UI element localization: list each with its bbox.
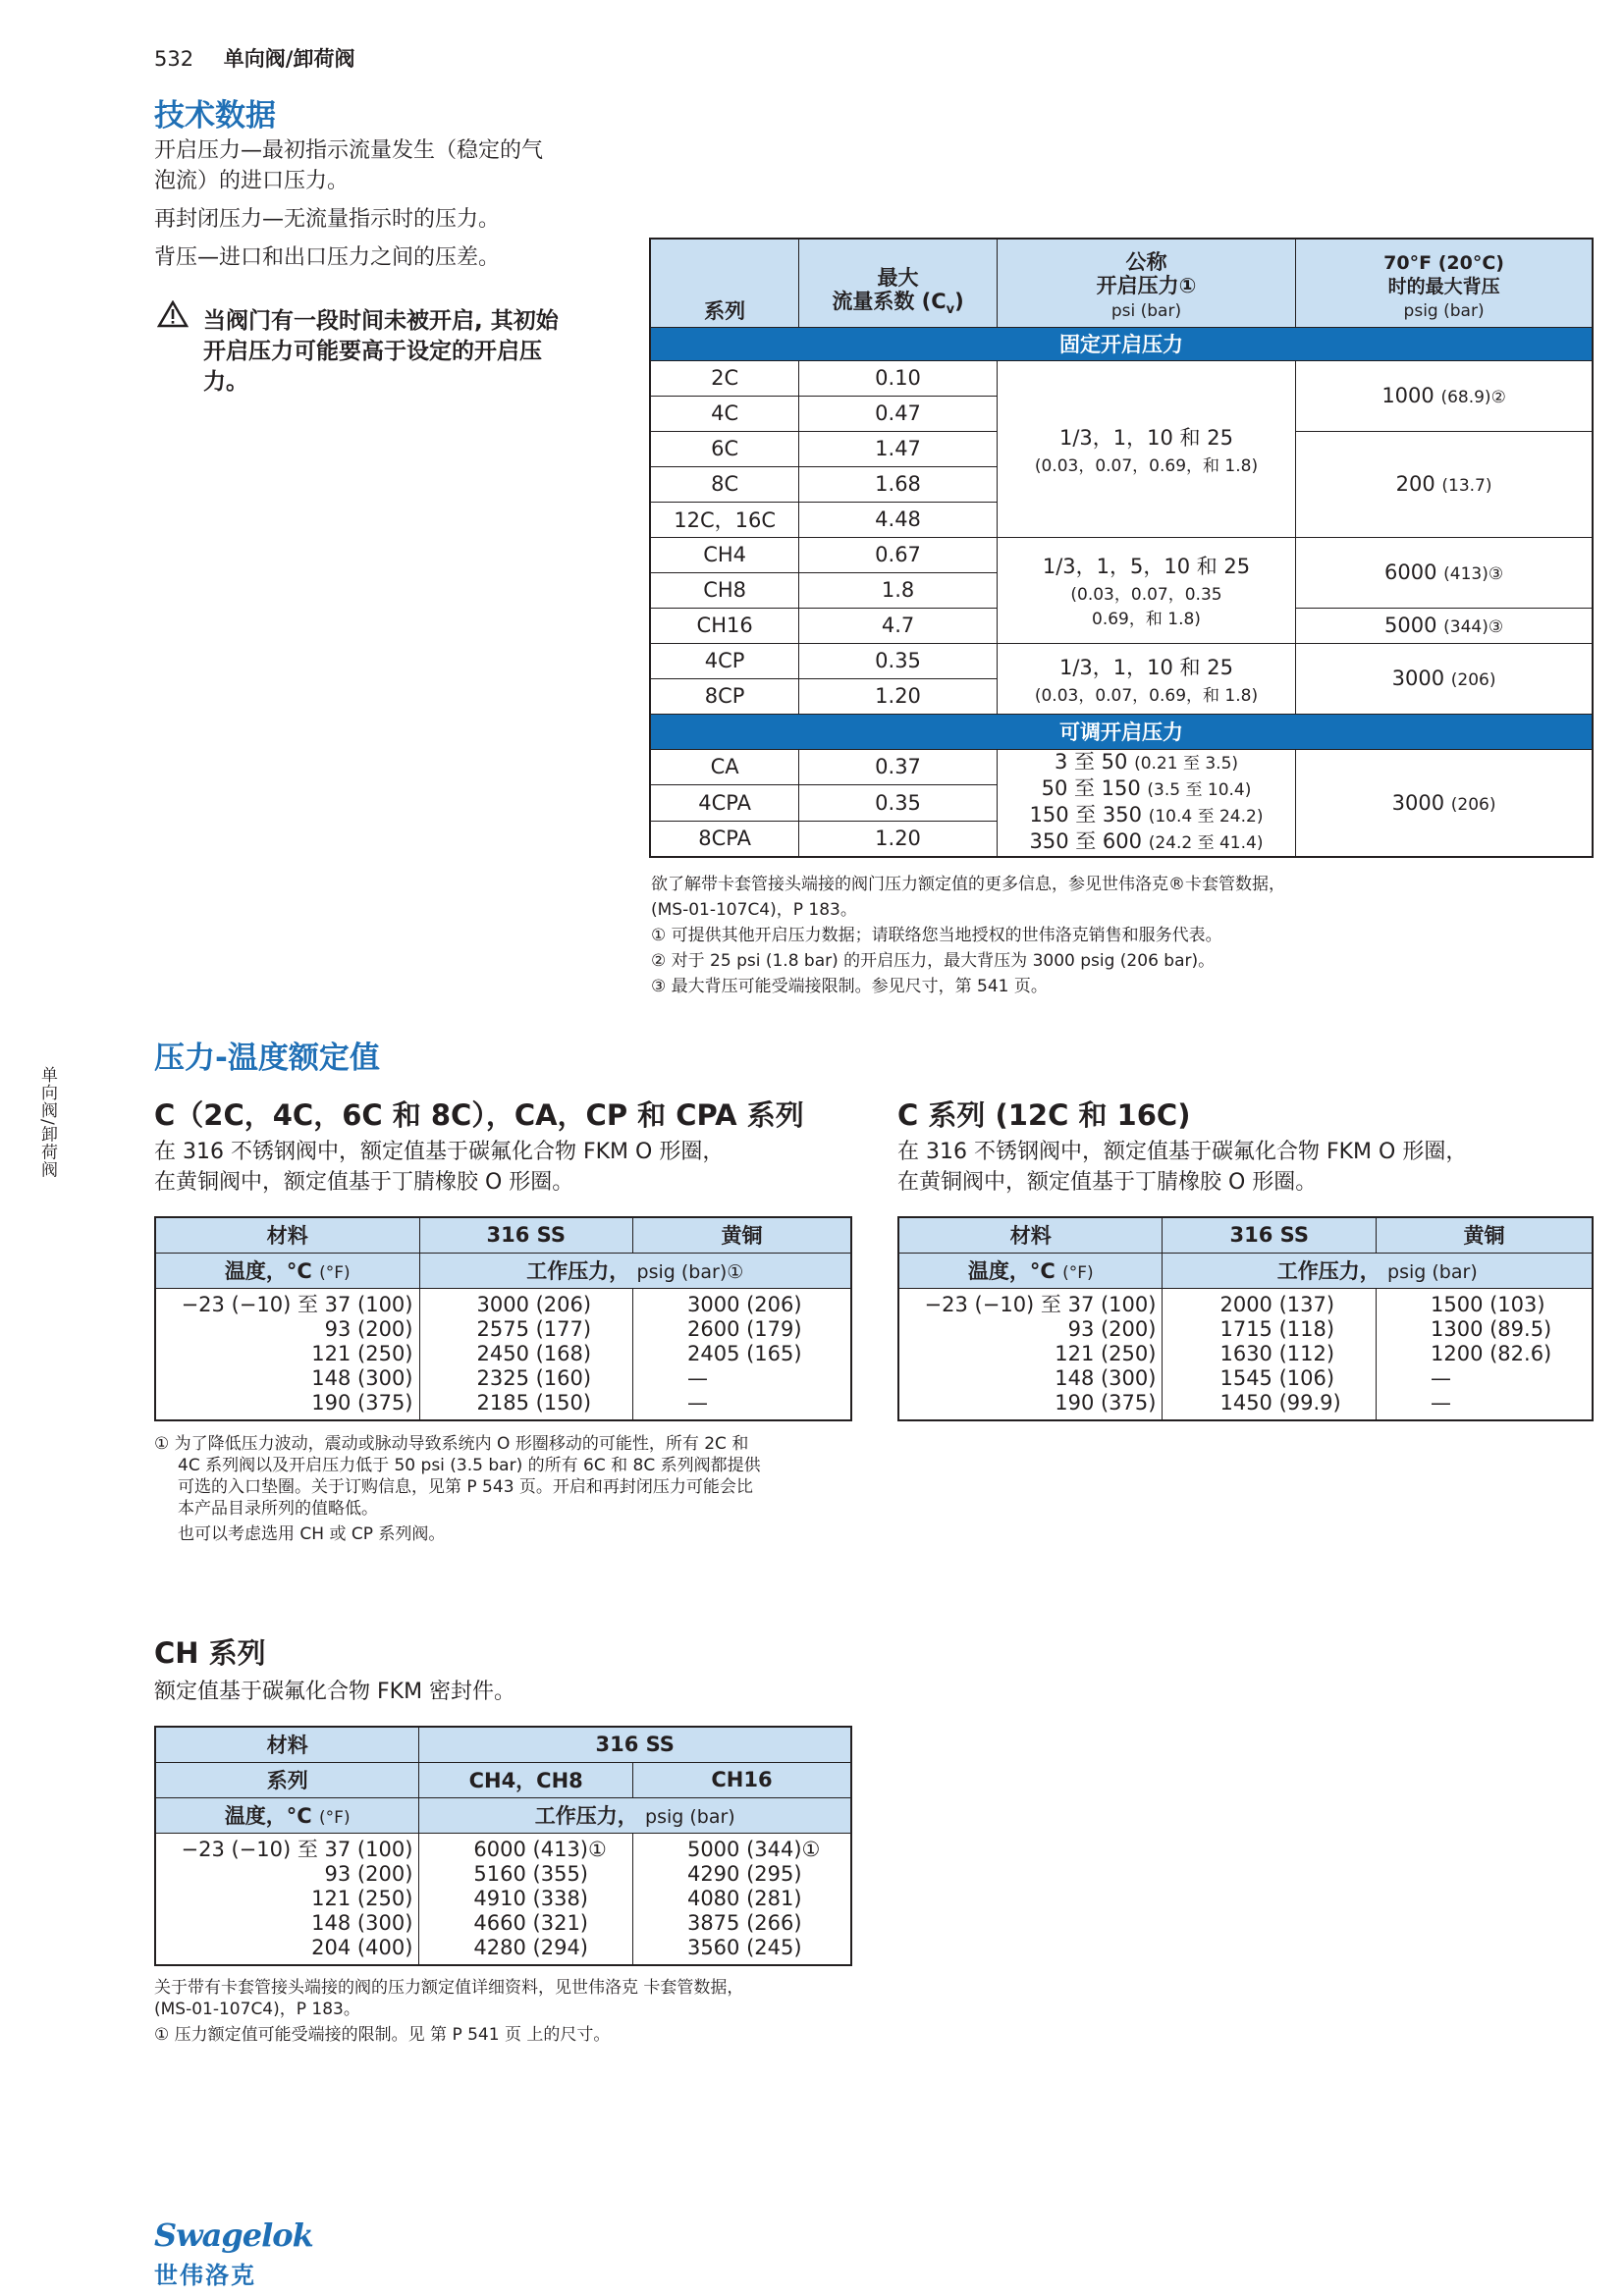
desc-line: 在黄铜阀中，额定值基于丁腈橡胶 O 形圈。 — [897, 1170, 1318, 1195]
h-brass: 黄铜 — [1376, 1217, 1593, 1253]
crack-range-cell: 3 至 50 (0.21 至 3.5) 50 至 150 (3.5 至 10.4) 150 至 350 (10.4 至 24.2) 350 至 600 (24.2 至 41.4) — [997, 749, 1295, 857]
def-line: 开启压力—最初指示流量发生（稳定的气 — [154, 138, 544, 163]
tech-data-table — [649, 238, 1594, 858]
back-cell: 3000 (206) — [1296, 643, 1593, 714]
note-line: ① 压力额定值可能受端接的限制。见 第 P 541 页 上的尺寸。 — [154, 2025, 611, 2045]
cv-cell: 1.20 — [799, 821, 998, 857]
cv-cell: 0.67 — [799, 537, 998, 572]
h-wp: 工作压力， psig (bar) — [1163, 1253, 1593, 1288]
h-ch4: CH4，CH8 — [419, 1762, 633, 1797]
col-back: 70°F (20°C) 时的最大背压 psig (bar) — [1296, 239, 1593, 327]
h-wp: 工作压力， psig (bar) — [419, 1797, 851, 1833]
cv-cell: 4.48 — [799, 502, 998, 537]
def-line: 泡流）的进口压力。 — [154, 169, 350, 193]
series-cell: 8CPA — [650, 821, 799, 857]
desc-line: 在黄铜阀中，额定值基于丁腈橡胶 O 形圈。 — [154, 1170, 574, 1195]
col-series: 系列 — [650, 239, 799, 327]
ch-table — [154, 1726, 852, 1966]
section-title: 单向阀/卸荷阀 — [223, 47, 355, 71]
swagelok-logo — [154, 2216, 313, 2290]
h-temp: 温度，°C (°F) — [155, 1797, 419, 1833]
warning-text — [203, 306, 596, 398]
note-line: 欲了解带卡套管接头端接的阀门压力额定值的更多信息，参见世伟洛克®卡套管数据， — [651, 875, 1285, 894]
ch-desc: 额定值基于碳氟化合物 FKM 密封件。 — [154, 1680, 516, 1704]
def-line: 背压—进口和出口压力之间的压差。 — [154, 245, 501, 270]
series-cell: CA — [650, 749, 799, 785]
note-line: (MS-01-107C4)，P 183。 — [154, 2000, 360, 2019]
ch16-col: 5000 (344)① 4290 (295) 4080 (281) 3875 (266) 3560 (245) — [632, 1833, 851, 1965]
h-brass: 黄铜 — [633, 1217, 852, 1253]
note-line: ① 为了降低压力波动，震动或脉动导致系统内 O 形圈移动的可能性，所有 2C 和 — [154, 1434, 749, 1454]
back-cell: 3000 (206) — [1296, 749, 1593, 857]
series-cell: 4C — [650, 396, 799, 431]
c-left-desc — [154, 1137, 724, 1198]
cv-cell: 0.47 — [799, 396, 998, 431]
def-line: 再封闭压力—无流量指示时的压力。 — [154, 207, 501, 232]
tech-notes — [651, 872, 1594, 999]
note-line: 4C 系列阀以及开启压力低于 50 psi (3.5 bar) 的所有 6C 和 8C 系列阀都提供 — [178, 1456, 761, 1475]
c-left-table — [154, 1216, 852, 1421]
series-cell: CH16 — [650, 608, 799, 643]
ss-col: 2000 (137) 1715 (118) 1630 (112) 1545 (106) 1450 (99.9) — [1163, 1288, 1377, 1420]
logo-cn: 世伟洛克 — [154, 2262, 256, 2289]
cv-cell: 0.35 — [799, 785, 998, 822]
band-adjustable: 可调开启压力 — [650, 714, 1593, 749]
cv-cell: 0.10 — [799, 360, 998, 396]
h-ch16: CH16 — [632, 1762, 851, 1797]
cv-cell: 0.37 — [799, 749, 998, 785]
series-cell: 6C — [650, 431, 799, 466]
c-left-notes — [154, 1433, 852, 1545]
note-line: (MS-01-107C4)，P 183。 — [651, 900, 857, 920]
logo-wordmark: Swagelok — [154, 2216, 313, 2254]
note-line: 可选的入口垫圈。关于订购信息，见第 P 543 页。开启和再封闭压力可能会比 — [178, 1477, 753, 1497]
brass-col: 3000 (206) 2600 (179) 2405 (165) — — — [633, 1288, 852, 1420]
series-cell: 4CP — [650, 643, 799, 678]
h-wp: 工作压力， psig (bar)① — [419, 1253, 851, 1288]
note-line: 关于带有卡套管接头端接的阀的压力额定值详细资料，见世伟洛克 卡套管数据， — [154, 1978, 744, 1998]
col-crack: 公称 开启压力① psi (bar) — [997, 239, 1295, 327]
h-316: 316 SS — [419, 1727, 851, 1762]
ch-notes — [154, 1977, 852, 2046]
page-header — [154, 43, 354, 73]
col-cv: 最大 流量系数 $(C_v)$ — [799, 239, 998, 327]
series-cell: 8C — [650, 466, 799, 502]
desc-line: 在 316 不锈钢阀中，额定值基于碳氟化合物 FKM O 形圈， — [154, 1140, 725, 1164]
back-cell: 6000 (413)③ — [1296, 537, 1593, 608]
band-fixed: 固定开启压力 — [650, 327, 1593, 360]
crack-cell: 1/3，1，5，10 和 25 (0.03，0.07，0.35 0.69，和 1.8) — [997, 537, 1295, 643]
note-line: 也可以考虑选用 CH 或 CP 系列阀。 — [178, 1524, 446, 1544]
temps-col: −23 (−10) 至 37 (100) 93 (200) 121 (250) 148 (300) 190 (375) — [898, 1288, 1163, 1420]
temps-col: −23 (−10) 至 37 (100) 93 (200) 121 (250) 148 (300) 204 (400) — [155, 1833, 419, 1965]
cv-cell: 1.47 — [799, 431, 998, 466]
c-right-desc — [897, 1137, 1467, 1198]
cv-cell: 1.8 — [799, 572, 998, 608]
desc-line: 在 316 不锈钢阀中，额定值基于碳氟化合物 FKM O 形圈， — [897, 1140, 1468, 1164]
c-right-table — [897, 1216, 1594, 1421]
h-316: 316 SS — [419, 1217, 633, 1253]
h-material: 材料 — [155, 1727, 419, 1762]
cv-cell: 0.35 — [799, 643, 998, 678]
page-number: 532 — [154, 47, 194, 71]
warning-line: 当阀门有一段时间未被开启, 其初始 — [203, 308, 559, 334]
ss-col: 3000 (206) 2575 (177) 2450 (168) 2325 (160) 2185 (150) — [419, 1288, 633, 1420]
h-series: 系列 — [155, 1762, 419, 1797]
c-right-heading: C 系列 (12C 和 16C) — [897, 1098, 1191, 1132]
warning-line: 力。 — [203, 369, 248, 395]
side-tab: 单向阀/卸荷阀 — [37, 1066, 57, 1179]
series-cell: 2C — [650, 360, 799, 396]
note-line: ② 对于 25 psi (1.8 bar) 的开启压力，最大背压为 3000 psig (206 bar)。 — [651, 951, 1216, 971]
h-material: 材料 — [898, 1217, 1163, 1253]
back-cell: 200 (13.7) — [1296, 431, 1593, 537]
ch-heading: CH 系列 — [154, 1636, 266, 1670]
tech-definitions — [154, 135, 616, 273]
cv-cell: 4.7 — [799, 608, 998, 643]
series-cell: 8CP — [650, 678, 799, 714]
temps-col: −23 (−10) 至 37 (100) 93 (200) 121 (250) 148 (300) 190 (375) — [155, 1288, 419, 1420]
cv-cell: 1.68 — [799, 466, 998, 502]
h-316: 316 SS — [1163, 1217, 1377, 1253]
warning-line: 开启压力可能要高于设定的开启压 — [203, 339, 542, 364]
crack-cell: 1/3，1，10 和 25 (0.03，0.07，0.69，和 1.8) — [997, 643, 1295, 714]
note-line: ① 可提供其他开启压力数据；请联络您当地授权的世伟洛克销售和服务代表。 — [651, 926, 1222, 945]
brass-col: 1500 (103) 1300 (89.5) 1200 (82.6) — — — [1376, 1288, 1593, 1420]
warning-icon — [157, 300, 189, 332]
series-cell: CH8 — [650, 572, 799, 608]
h-temp: 温度，°C (°F) — [898, 1253, 1163, 1288]
crack-cell: 1/3，1，10 和 25 (0.03，0.07，0.69，和 1.8) — [997, 360, 1295, 537]
tech-title: 技术数据 — [154, 98, 276, 133]
c-left-heading: C（2C，4C，6C 和 8C），CA，CP 和 CPA 系列 — [154, 1098, 804, 1132]
ptr-title: 压力-温度额定值 — [154, 1041, 380, 1076]
note-line: ③ 最大背压可能受端接限制。参见尺寸，第 541 页。 — [651, 977, 1048, 996]
series-cell: CH4 — [650, 537, 799, 572]
back-cell: 1000 (68.9)② — [1296, 360, 1593, 431]
ch4-col: 6000 (413)① 5160 (355) 4910 (338) 4660 (321) 4280 (294) — [419, 1833, 633, 1965]
back-cell: 5000 (344)③ — [1296, 608, 1593, 643]
note-line: 本产品目录所列的值略低。 — [178, 1499, 378, 1519]
h-temp: 温度，°C (°F) — [155, 1253, 419, 1288]
h-material: 材料 — [155, 1217, 419, 1253]
series-cell: 4CPA — [650, 785, 799, 822]
series-cell: 12C，16C — [650, 502, 799, 537]
cv-cell: 1.20 — [799, 678, 998, 714]
